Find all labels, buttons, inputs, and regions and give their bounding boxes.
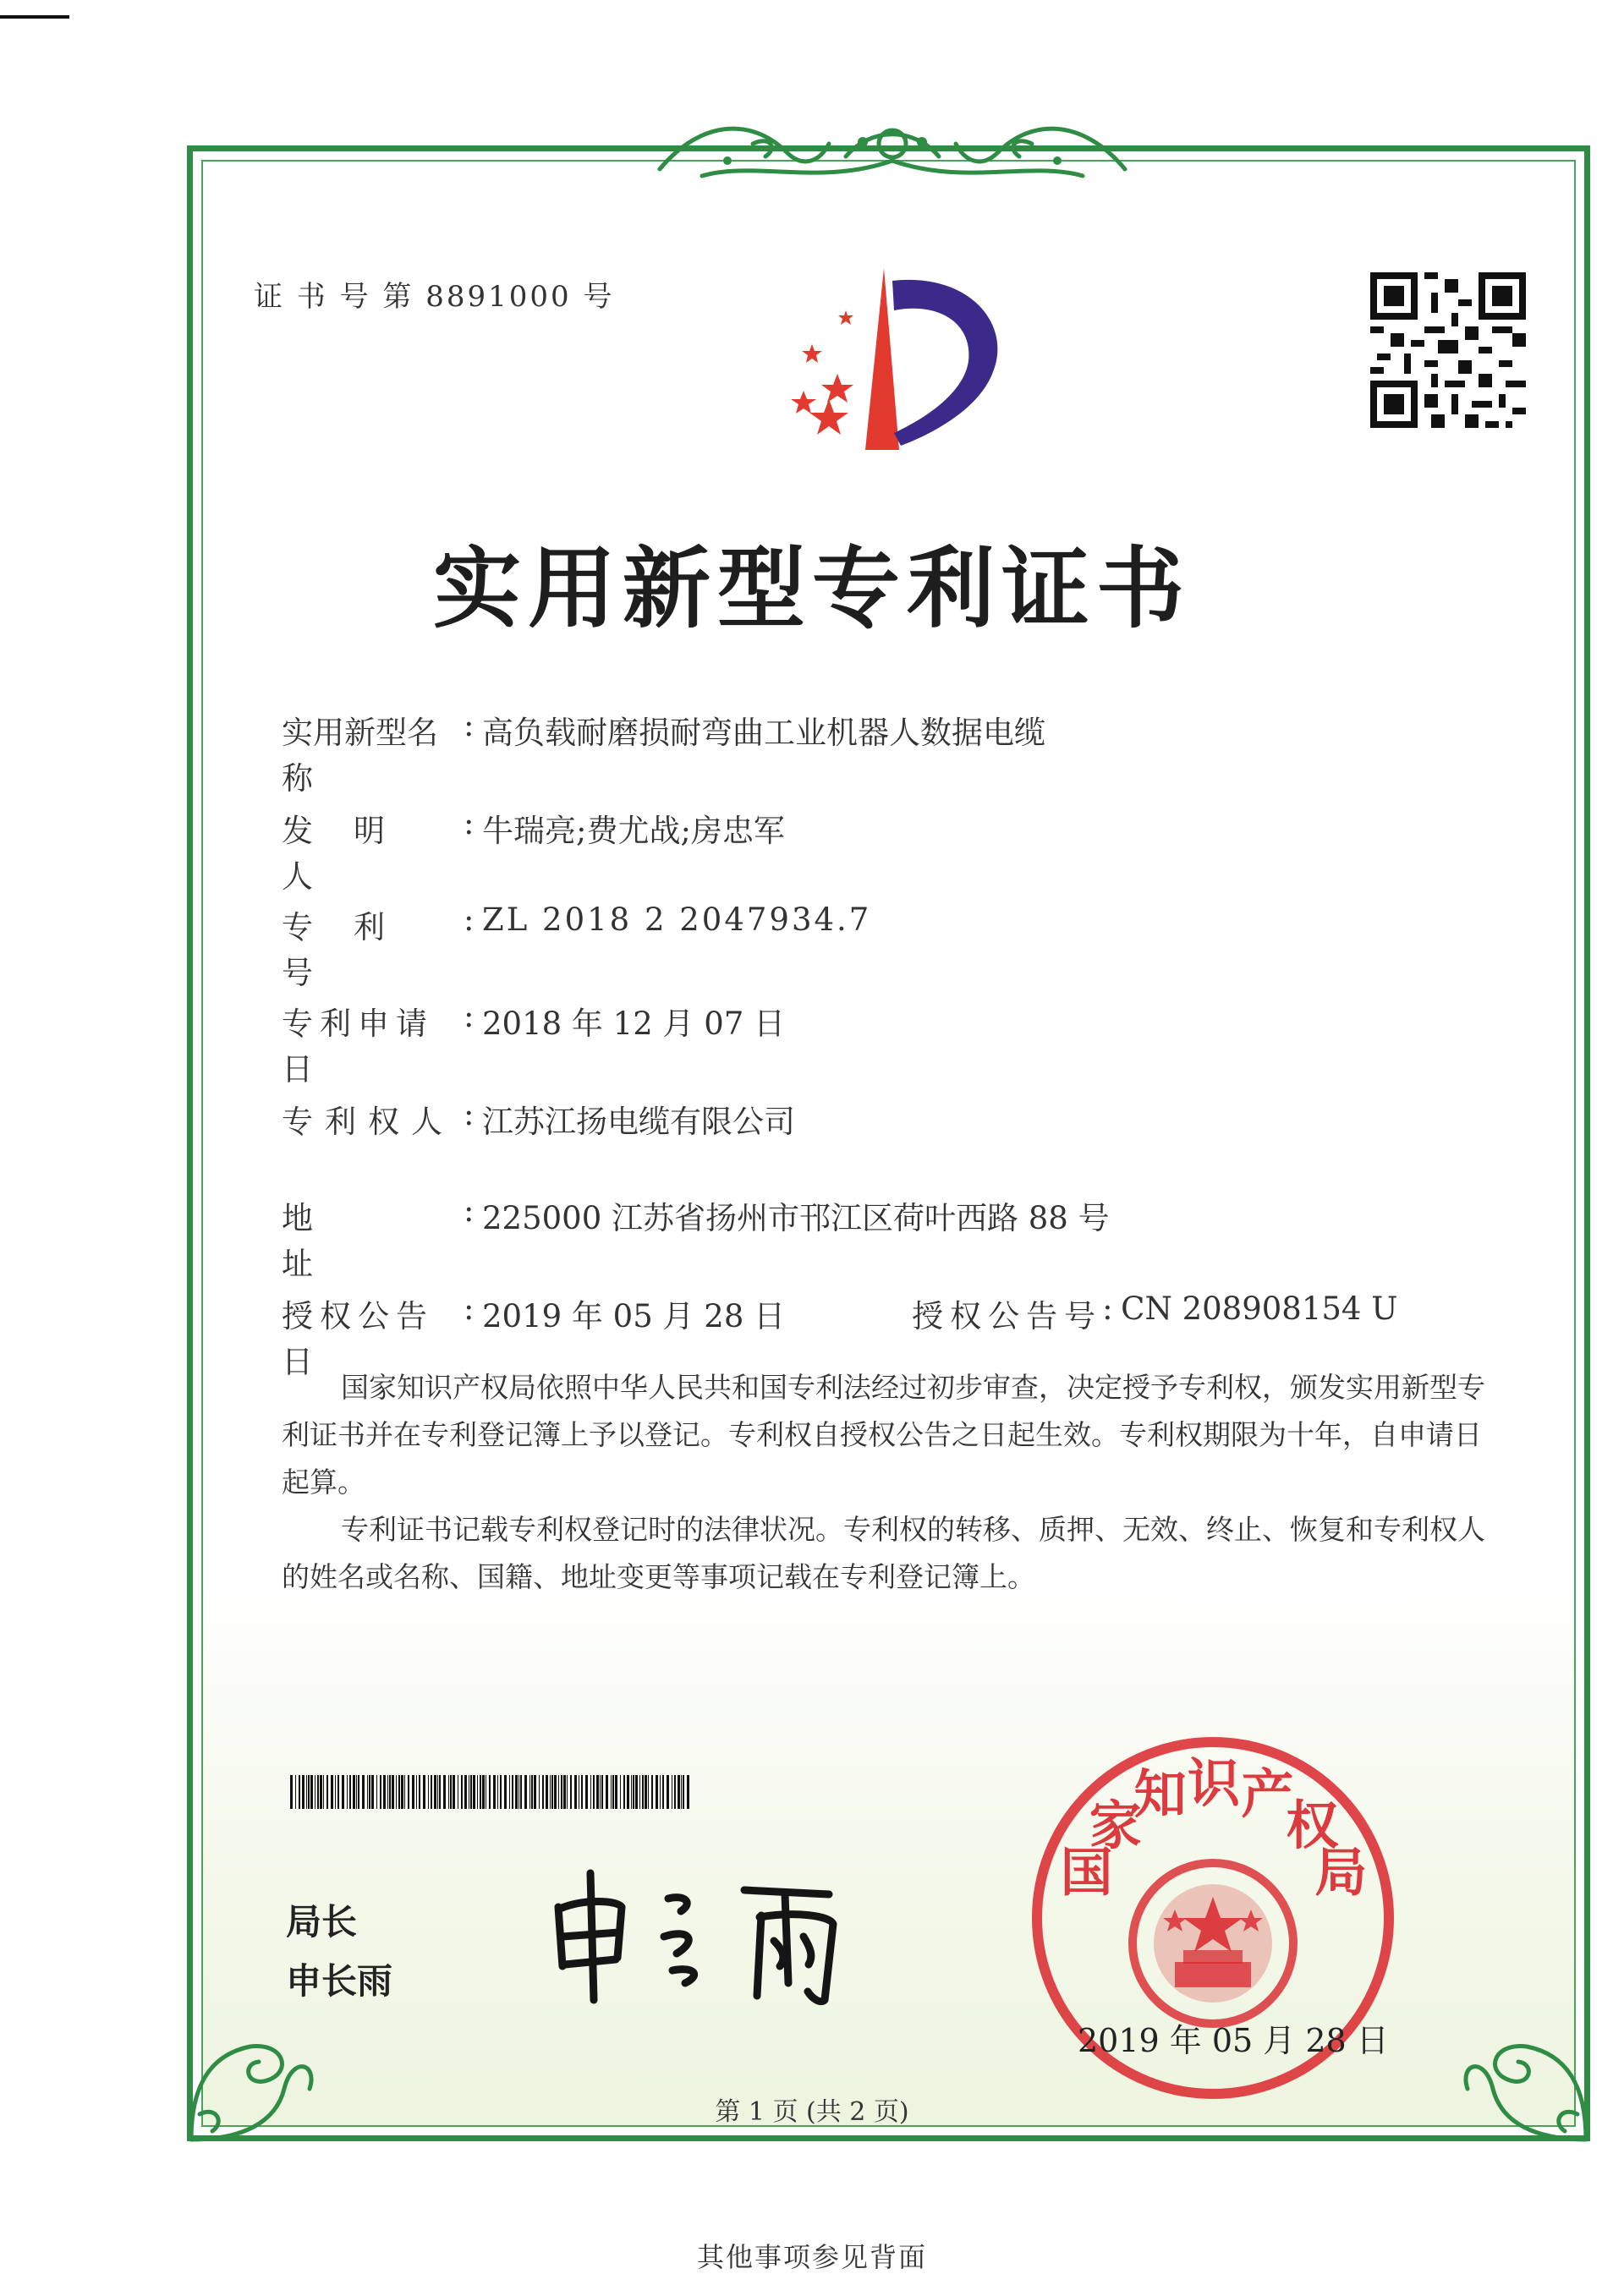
field-row-utility-model-name: 实用新型名称 : 高负载耐磨损耐弯曲工业机器人数据电缆 bbox=[282, 707, 1045, 797]
field-value: 牛瑞亮;费尤战;房忠军 bbox=[482, 813, 785, 849]
field-label: 发明人 bbox=[282, 813, 425, 895]
field-label: 地址 bbox=[282, 1200, 414, 1282]
director-title: 局长 bbox=[286, 1901, 358, 1943]
issue-date: 2019 年 05 月 28 日 bbox=[1078, 2022, 1389, 2059]
field-value: 高负载耐磨损耐弯曲工业机器人数据电缆 bbox=[482, 715, 1045, 751]
paragraph-text: 专利证书记载专利权登记时的法律状况。专利权的转移、质押、无效、终止、恢复和专利权人的姓名或名称、国籍、地址变更等事项记载在专利登记簿上。 bbox=[282, 1513, 1485, 1593]
top-ornament bbox=[651, 110, 1133, 195]
announcement-number-value: CN 208908154 U bbox=[1121, 1290, 1398, 1327]
director-name: 申长雨 bbox=[286, 1960, 393, 2002]
field-label: 实用新型名称 bbox=[282, 715, 438, 797]
field-row-announcement: 授权公告日 : 2019 年 05 月 28 日 授权公告号 : CN 208908154 U bbox=[282, 1290, 1398, 1380]
field-value: 225000 江苏省扬州市邗江区荷叶西路 88 号 bbox=[482, 1200, 1110, 1236]
qr-code bbox=[1370, 272, 1526, 428]
field-row-inventors: 发明人 : 牛瑞亮;费尤战;房忠军 bbox=[282, 805, 785, 895]
announcement-date-label: 授权公告日 bbox=[282, 1298, 434, 1380]
svg-text:国家知识产权局: 国家知识产权局 bbox=[1060, 1752, 1368, 1904]
field-label: 专利权人 bbox=[282, 1104, 454, 1140]
announcement-number-label: 授权公告号 bbox=[912, 1298, 1103, 1334]
certificate-title: 实用新型专利证书 bbox=[432, 537, 1191, 640]
barcode bbox=[290, 1775, 693, 1809]
scan-edge-mark bbox=[0, 15, 69, 19]
patent-office-logo bbox=[765, 264, 1019, 458]
footer-note: 其他事项参见背面 bbox=[696, 2241, 927, 2273]
field-row-application-date: 专利申请日 : 2018 年 12 月 07 日 bbox=[282, 998, 786, 1088]
page-number: 第 1 页 (共 2 页) bbox=[715, 2097, 909, 2127]
field-value: ZL 2018 2 2047934.7 bbox=[482, 901, 872, 938]
bottom-right-ornament bbox=[1442, 1996, 1603, 2156]
certificate-number: 证 书 号 第 8891000 号 bbox=[254, 280, 615, 314]
legal-paragraph-2 bbox=[282, 1506, 1487, 1601]
field-value: 江苏江扬电缆有限公司 bbox=[482, 1104, 795, 1140]
field-row-address: 地址 : 225000 江苏省扬州市邗江区荷叶西路 88 号 bbox=[282, 1192, 1110, 1282]
field-row-patentee: 专利权人 : 江苏江扬电缆有限公司 bbox=[282, 1096, 795, 1140]
paragraph-text: 国家知识产权局依照中华人民共和国专利法经过初步审查，决定授予专利权，颁发实用新型专利证书并在专利登记簿上予以登记。专利权自授权公告之日起生效。专利权期限为十年，自申请日起算。 bbox=[282, 1371, 1485, 1499]
field-label: 专利申请日 bbox=[282, 1006, 434, 1088]
director-signature bbox=[541, 1856, 897, 2008]
field-value: 2018 年 12 月 07 日 bbox=[482, 1006, 786, 1042]
field-label: 专利号 bbox=[282, 909, 425, 991]
field-row-patent-number: 专利号 : ZL 2018 2 2047934.7 bbox=[282, 901, 872, 991]
legal-paragraph-1 bbox=[282, 1364, 1487, 1506]
announcement-date-value: 2019 年 05 月 28 日 bbox=[482, 1298, 786, 1334]
bottom-left-ornament bbox=[174, 1996, 335, 2156]
